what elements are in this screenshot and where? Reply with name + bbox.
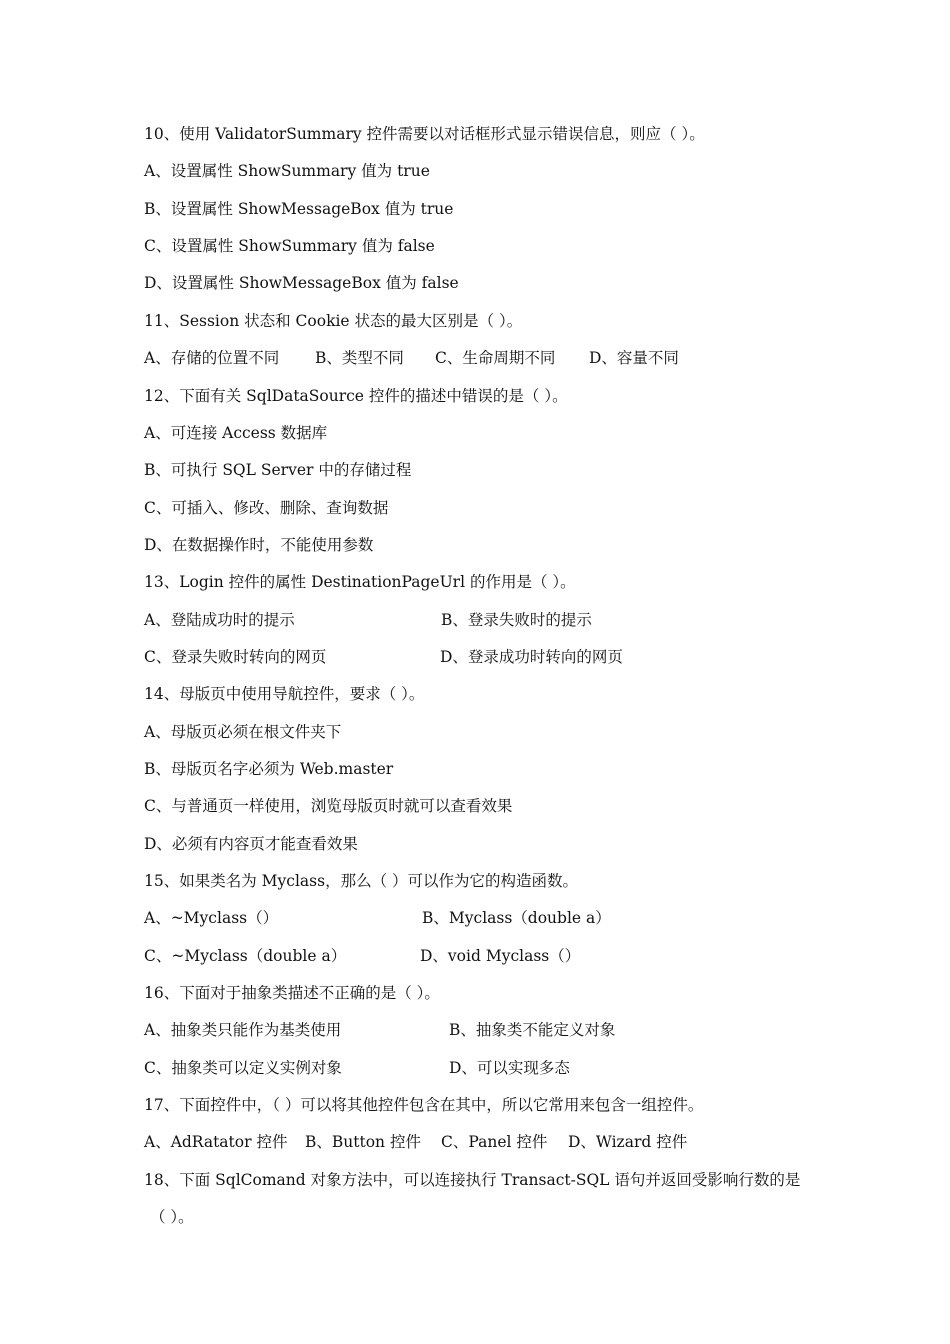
question-11-option-b: B、类型不同 bbox=[315, 349, 404, 367]
question-11-options bbox=[144, 347, 764, 369]
question-11-option-d: D、容量不同 bbox=[589, 349, 679, 367]
question-10-option-a: A、设置属性 ShowSummary 值为 true bbox=[144, 162, 430, 180]
question-13-option-c: C、登录失败时转向的网页 bbox=[144, 648, 327, 666]
question-15-options-row2 bbox=[144, 945, 704, 967]
question-17-options bbox=[144, 1131, 764, 1153]
question-14-stem: 14、母版页中使用导航控件，要求（ ）。 bbox=[144, 685, 425, 703]
question-17-option-d: D、Wizard 控件 bbox=[568, 1133, 688, 1151]
question-13-options-row1 bbox=[144, 609, 704, 631]
question-16-option-d: D、可以实现多态 bbox=[449, 1059, 570, 1077]
question-16-options-row2 bbox=[144, 1057, 704, 1079]
question-15-stem: 15、如果类名为 Myclass，那么（ ）可以作为它的构造函数。 bbox=[144, 872, 578, 890]
question-14-option-a: A、母版页必须在根文件夹下 bbox=[144, 723, 342, 741]
question-15-option-c: C、~Myclass（double a） bbox=[144, 947, 347, 965]
question-15-option-a: A、~Myclass（） bbox=[144, 909, 279, 927]
question-13-options-row2 bbox=[144, 646, 704, 668]
question-16-option-b: B、抽象类不能定义对象 bbox=[449, 1021, 616, 1039]
question-17-option-a: A、AdRatator 控件 bbox=[144, 1133, 288, 1151]
question-18-stem: 18、下面 SqlComand 对象方法中，可以连接执行 Transact-SQL 语句并返回受影响行数的是 bbox=[144, 1171, 801, 1189]
question-12-option-c: C、可插入、修改、删除、查询数据 bbox=[144, 499, 389, 517]
question-12-stem: 12、下面有关 SqlDataSource 控件的描述中错误的是（ ）。 bbox=[144, 387, 568, 405]
question-14-option-b: B、母版页名字必须为 Web.master bbox=[144, 760, 394, 778]
question-16-option-c: C、抽象类可以定义实例对象 bbox=[144, 1059, 342, 1077]
question-12-option-d: D、在数据操作时，不能使用参数 bbox=[144, 536, 374, 554]
question-15-option-b: B、Myclass（double a） bbox=[422, 909, 611, 927]
question-15-option-d: D、void Myclass（） bbox=[420, 947, 581, 965]
question-11-option-c: C、生命周期不同 bbox=[435, 349, 556, 367]
question-14-option-d: D、必须有内容页才能查看效果 bbox=[144, 835, 358, 853]
question-13-stem: 13、Login 控件的属性 DestinationPageUrl 的作用是（ ）。 bbox=[144, 573, 576, 591]
question-15-options-row1 bbox=[144, 907, 704, 929]
question-13-option-d: D、登录成功时转向的网页 bbox=[440, 648, 623, 666]
question-14-option-c: C、与普通页一样使用，浏览母版页时就可以查看效果 bbox=[144, 797, 513, 815]
question-12-option-b: B、可执行 SQL Server 中的存储过程 bbox=[144, 461, 412, 479]
question-10-option-c: C、设置属性 ShowSummary 值为 false bbox=[144, 237, 435, 255]
question-18-stem-continuation: （ ）。 bbox=[150, 1208, 194, 1226]
question-17-stem: 17、下面控件中，（ ）可以将其他控件包含在其中，所以它常用来包含一组控件。 bbox=[144, 1096, 704, 1114]
question-10-option-d: D、设置属性 ShowMessageBox 值为 false bbox=[144, 274, 459, 292]
question-11-stem: 11、Session 状态和 Cookie 状态的最大区别是（ ）。 bbox=[144, 312, 523, 330]
question-16-options-row1 bbox=[144, 1019, 704, 1041]
question-16-stem: 16、下面对于抽象类描述不正确的是（ ）。 bbox=[144, 984, 440, 1002]
question-13-option-a: A、登陆成功时的提示 bbox=[144, 611, 295, 629]
question-16-option-a: A、抽象类只能作为基类使用 bbox=[144, 1021, 342, 1039]
question-10-stem: 10、使用 ValidatorSummary 控件需要以对话框形式显示错误信息，则应（ ）。 bbox=[144, 125, 705, 143]
question-10-option-b: B、设置属性 ShowMessageBox 值为 true bbox=[144, 200, 454, 218]
question-11-option-a: A、存储的位置不同 bbox=[144, 349, 280, 367]
question-12-option-a: A、可连接 Access 数据库 bbox=[144, 424, 328, 442]
question-17-option-b: B、Button 控件 bbox=[305, 1133, 421, 1151]
question-13-option-b: B、登录失败时的提示 bbox=[441, 611, 592, 629]
question-17-option-c: C、Panel 控件 bbox=[441, 1133, 548, 1151]
